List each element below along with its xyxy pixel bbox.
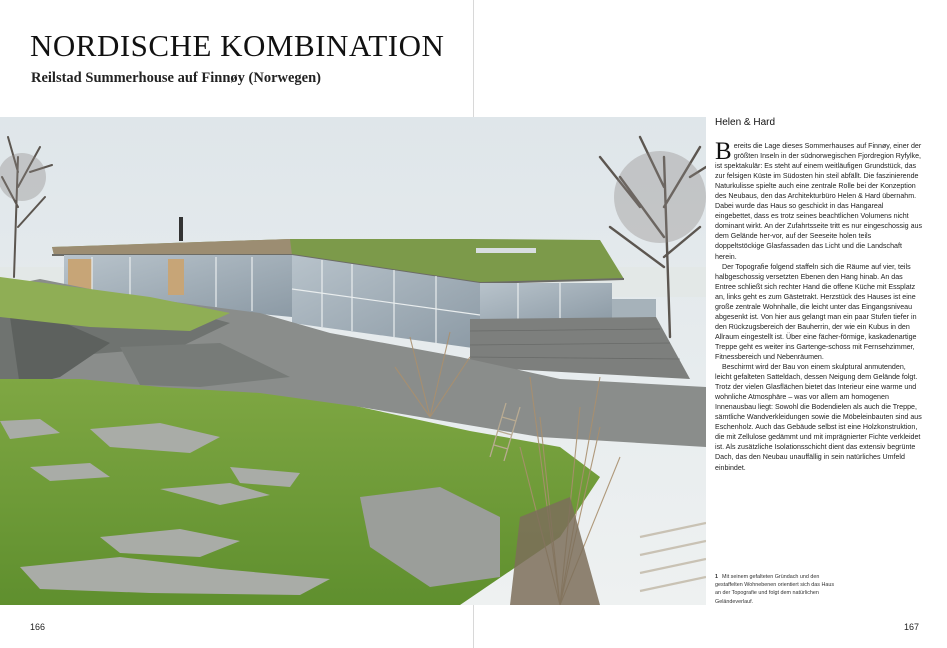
article-body	[715, 138, 922, 473]
paragraph-2: Der Topografie folgend staffeln sich die Räume auf vier, teils halbgeschossig versetzten Ebenen den Hang hinab. An das Entree schließt sich rechter Hand die offene Küche mit Essplatz an, links geht es zum Gästetrakt. Herzstück des Hauses ist eine große zentrale Wohnhalle, die leicht unter das Eingangsniveau abgesenkt ist. Von hier aus gelangt man ein paar Stufen tiefer in den Rückzugsbereich der Bauherrin, der wie ein Kubus in den Allraum eingestellt ist. Über eine fächer-förmige, kaskadenartige Treppe geht es weiter ins Gartenge-schoss mit Fernsehzimmer, Fitnessbereich und Nebenräumen.	[715, 262, 917, 361]
caption-number: 1	[715, 574, 718, 580]
caption-text: Mit seinem gefalteten Gründach und den gestaffelten Wohnebenen orientiert sich das Haus an der Topografie und folgt dem natürlichen Geländeverlauf.	[715, 574, 835, 605]
house-photo	[0, 117, 706, 605]
article-title: NORDISCHE KOMBINATION	[30, 28, 445, 63]
paragraph-1-text: ereits die Lage dieses Sommerhauses auf Finnøy, einer der größten Inseln in der südnorwegischen Fjordregion Ryfylke, ist spektakulär: Es steht auf einem weitläufigen Grundstück, das zur felsigen Küste im Südosten hin steil abfällt. Die faszinierende Naturkulisse spielte auch eine zentrale Rolle bei der Konzeption des Neubaus, den das Architekturbüro Helen & Hard übernahm. Dabei wurde das Haus so geschickt in das Hangareal eingebettet, dass es trotz seines beachtlichen Volumens nicht dominant wirkt. An der Zufahrtsseite tritt es nur eingeschossig aus dem Gelände her-vor, auf der Seeseite holen teils doppeltstöckige Glasfassaden das Licht und die Landschaft herein.	[715, 142, 922, 261]
architect-heading: Helen & Hard	[715, 117, 776, 128]
photo-caption	[715, 573, 835, 606]
article-subtitle: Reilstad Summerhouse auf Finnøy (Norwegen)	[31, 70, 321, 86]
page-number-right: 167	[904, 622, 920, 632]
paragraph-1	[715, 138, 922, 262]
page-number-left: 166	[30, 622, 46, 632]
drop-cap: B	[715, 138, 732, 165]
paragraph-3: Beschirmt wird der Bau von einem skulptural anmutenden, leicht gefalteten Satteldach, dessen Neigung dem Gelände folgt. Trotz der vielen Glasflächen bietet das Interieur eine warme und wohnliche Atmosphäre – was vor allem am homogenen Innenausbau liegt: Sowohl die Bodendielen als auch die Treppe, sämtliche Wandverkleidungen sowie die Möbeleinbauten sind aus Eschenholz. Auch das Gebäude selbst ist eine Holzkonstruktion, die mit Zellulose gedämmt und mit imprägnierter Fichte verkleidet ist. Als zusätzliche Isolationsschicht dient das extensiv begrünte Dach, das den Neubau unauffällig in sein natürliches Umfeld einbindet.	[715, 363, 922, 472]
